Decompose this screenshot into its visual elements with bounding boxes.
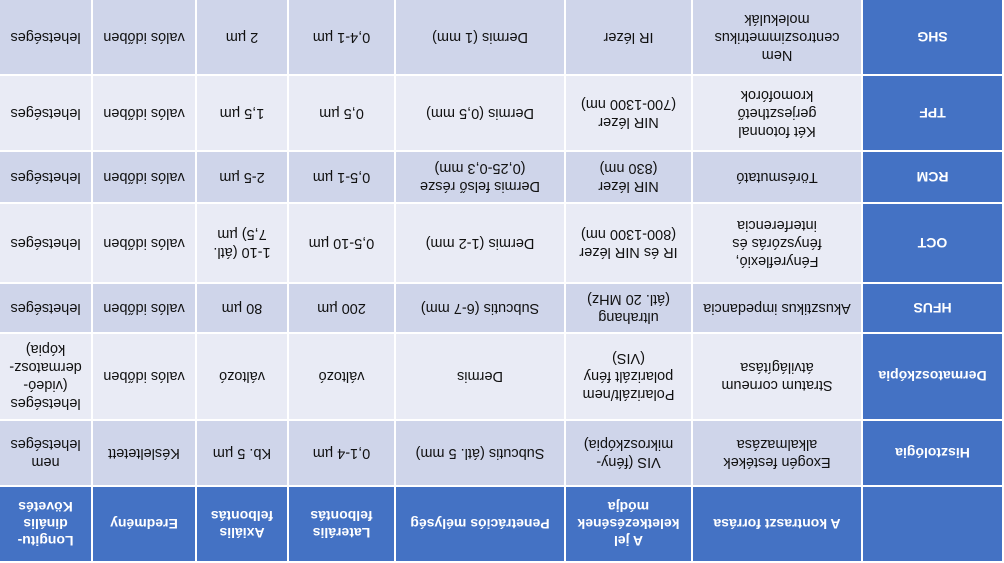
row-label-oct: OCT <box>862 203 1003 283</box>
header-penetration-depth: Penetrációs mélység <box>395 486 565 562</box>
cell-signal-generation: VIS (fény- mikroszkópia) <box>565 420 692 486</box>
header-longitudinal-tracking: Longitu- dinális Követés <box>0 486 92 562</box>
cell-result: Késleltetett <box>92 420 196 486</box>
table-row-dermatoscopy <box>0 333 1003 420</box>
cell-longitudinal-tracking: lehetséges <box>0 203 92 283</box>
cell-axial-resolution: 2 µm <box>196 0 288 75</box>
cell-contrast-source: Stratum corneum átvilágítása <box>692 333 862 420</box>
cell-contrast-source: Két fotonnal gerjeszthető kromofórok <box>692 75 862 151</box>
cell-longitudinal-tracking: lehetséges (videó- dermatosz- kópia) <box>0 333 92 420</box>
header-axial-resolution: Axiális felbontás <box>196 486 288 562</box>
cell-contrast-source: Akusztikus impedancia <box>692 283 862 333</box>
table-row-histology <box>0 420 1003 486</box>
cell-lateral-resolution: 0,4-1 µm <box>288 0 395 75</box>
table-row-shg <box>0 0 1003 75</box>
cell-result: valós időben <box>92 333 196 420</box>
cell-longitudinal-tracking: lehetséges <box>0 151 92 203</box>
cell-longitudinal-tracking: lehetséges <box>0 75 92 151</box>
cell-penetration-depth: Dermis felső része (0,25-0,3 mm) <box>395 151 565 203</box>
cell-signal-generation: Polarizált/nem polarizált fény (VIS) <box>565 333 692 420</box>
table-header-row <box>0 486 1003 562</box>
cell-axial-resolution: Kb. 5 µm <box>196 420 288 486</box>
cell-contrast-source: Nem centroszimmetrikus molekulák <box>692 0 862 75</box>
cell-result: valós időben <box>92 203 196 283</box>
cell-axial-resolution: 1-10 (átl. 7,5) µm <box>196 203 288 283</box>
cell-lateral-resolution: 0,5-10 µm <box>288 203 395 283</box>
cell-longitudinal-tracking: nem lehetséges <box>0 420 92 486</box>
cell-result: valós időben <box>92 0 196 75</box>
cell-axial-resolution: 1,5 µm <box>196 75 288 151</box>
cell-longitudinal-tracking: lehetséges <box>0 283 92 333</box>
row-label-hfus: HFUS <box>862 283 1003 333</box>
header-corner <box>862 486 1003 562</box>
cell-penetration-depth: Dermis <box>395 333 565 420</box>
cell-signal-generation: NIR lézer (700-1300 nm) <box>565 75 692 151</box>
cell-signal-generation: IR lézer <box>565 0 692 75</box>
table-row-tpf <box>0 75 1003 151</box>
cell-axial-resolution: változó <box>196 333 288 420</box>
header-signal-generation: A jel keletkezésének módja <box>565 486 692 562</box>
cell-lateral-resolution: változó <box>288 333 395 420</box>
table-row-rcm <box>0 151 1003 203</box>
cell-contrast-source: Törésmutató <box>692 151 862 203</box>
row-label-dermatoscopy: Dermatoszkópia <box>862 333 1003 420</box>
cell-lateral-resolution: 0,5-1 µm <box>288 151 395 203</box>
cell-axial-resolution: 80 µm <box>196 283 288 333</box>
cell-contrast-source: Exogén festékek alkalmazása <box>692 420 862 486</box>
cell-penetration-depth: Subcutis (6-7 mm) <box>395 283 565 333</box>
cell-penetration-depth: Dermis (0,5 mm) <box>395 75 565 151</box>
cell-result: valós időben <box>92 75 196 151</box>
row-label-rcm: RCM <box>862 151 1003 203</box>
row-label-histology: Hisztológia <box>862 420 1003 486</box>
row-label-shg: SHG <box>862 0 1003 75</box>
table-row-hfus <box>0 283 1003 333</box>
cell-axial-resolution: 2-5 µm <box>196 151 288 203</box>
cell-lateral-resolution: 0,5 µm <box>288 75 395 151</box>
cell-lateral-resolution: 0,1-4 µm <box>288 420 395 486</box>
row-label-tpf: TPF <box>862 75 1003 151</box>
cell-lateral-resolution: 200 µm <box>288 283 395 333</box>
header-result: Eredmény <box>92 486 196 562</box>
table-row-oct <box>0 203 1003 283</box>
cell-penetration-depth: Subcutis (átl. 5 mm) <box>395 420 565 486</box>
cell-penetration-depth: Dermis (1 mm) <box>395 0 565 75</box>
cell-penetration-depth: Dermis (1-2 mm) <box>395 203 565 283</box>
cell-result: valós időben <box>92 283 196 333</box>
cell-signal-generation: ultrahang (átl. 20 MHz) <box>565 283 692 333</box>
cell-signal-generation: NIR lézer (830 nm) <box>565 151 692 203</box>
header-lateral-resolution: Laterális felbontás <box>288 486 395 562</box>
header-contrast-source: A kontraszt forrása <box>692 486 862 562</box>
cell-signal-generation: IR és NIR lézer (800-1300 nm) <box>565 203 692 283</box>
cell-longitudinal-tracking: lehetséges <box>0 0 92 75</box>
cell-contrast-source: Fényreflexió, fényszórás és interferencia <box>692 203 862 283</box>
cell-result: valós időben <box>92 151 196 203</box>
